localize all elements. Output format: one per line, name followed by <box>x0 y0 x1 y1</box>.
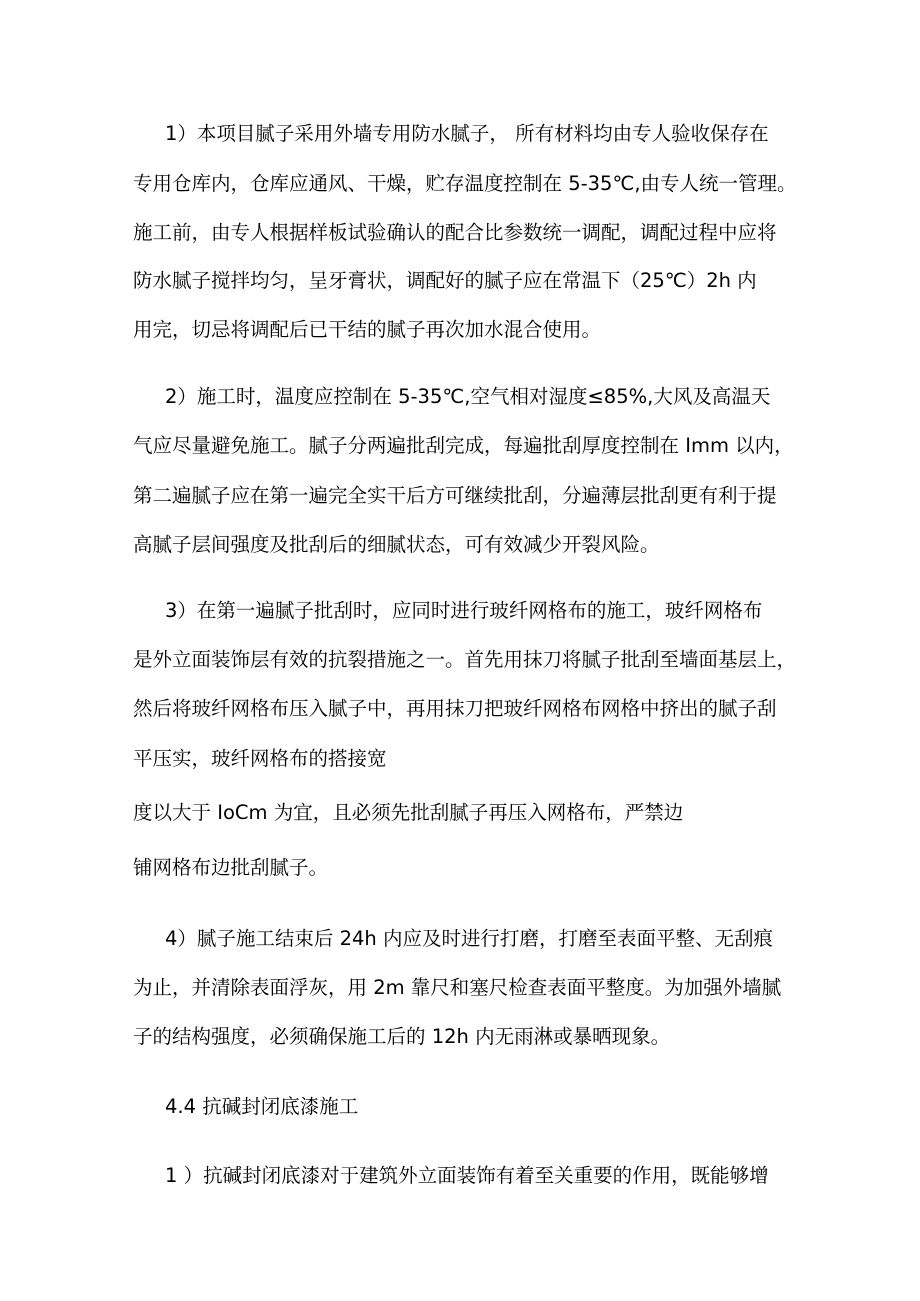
paragraph-1-line-3: 施工前，由专人根据样板试验确认的配合比参数统一调配，调配过程中应将 <box>133 221 777 244</box>
paragraph-2-line-1: 2）施工时，温度应控制在 5-35℃,空气相对湿度≤85%,大风及高温天 <box>165 385 771 408</box>
paragraph-3-line-5: 度以大于 IoCm 为宜，且必须先批刮腻子再压入网格布，严禁边 <box>133 801 684 824</box>
paragraph-4-line-1: 4）腻子施工结束后 24h 内应及时进行打磨，打磨至表面平整、无刮痕 <box>165 927 773 950</box>
paragraph-3-line-2: 是外立面装饰层有效的抗裂措施之一。首先用抹刀将腻子批刮至墙面基层上， <box>133 648 797 671</box>
paragraph-2-line-2: 气应尽量避免施工。腻子分两遍批刮完成，每遍批刮厚度控制在 Imm 以内， <box>133 434 794 457</box>
paragraph-3-line-1: 3）在第一遍腻子批刮时，应同时进行玻纤网格布的施工，玻纤网格布 <box>165 599 763 622</box>
paragraph-3-line-6: 铺网格布边批刮腻子。 <box>133 856 329 879</box>
paragraph-2-line-4: 高腻子层间强度及批刮后的细腻状态，可有效减少开裂风险。 <box>133 533 660 556</box>
paragraph-1-line-4: 防水腻子搅拌均匀，呈牙膏状，调配好的腻子应在常温下（25℃）2h 内 <box>133 269 757 292</box>
paragraph-1-line-1: 1）本项目腻子采用外墙专用防水腻子， 所有材料均由专人验收保存在 <box>165 122 769 145</box>
section-heading: 4.4 抗碱封闭底漆施工 <box>165 1095 359 1118</box>
paragraph-2-line-3: 第二遍腻子应在第一遍完全实干后方可继续批刮，分遍薄层批刮更有利于提 <box>133 484 777 507</box>
paragraph-1-line-2: 专用仓库内，仓库应通风、干燥，贮存温度控制在 5-35℃,由专人统一管理。 <box>133 172 797 195</box>
paragraph-3-line-3: 然后将玻纤网格布压入腻子中，再用抹刀把玻纤网格布网格中挤出的腻子刮 <box>133 697 777 720</box>
paragraph-4-line-2: 为止，并清除表面浮灰，用 2m 靠尺和塞尺检查表面平整度。为加强外墙腻 <box>133 976 782 999</box>
paragraph-1-line-5: 用完，切忌将调配后已干结的腻子再次加水混合使用。 <box>133 318 602 341</box>
section-paragraph-1-line-1: 1 ）抗碱封闭底漆对于建筑外立面装饰有着至关重要的作用，既能够增 <box>165 1164 769 1187</box>
paragraph-3-line-4: 平压实，玻纤网格布的搭接宽 <box>133 747 387 770</box>
paragraph-4-line-3: 子的结构强度，必须确保施工后的 12h 内无雨淋或暴晒现象。 <box>133 1025 671 1048</box>
